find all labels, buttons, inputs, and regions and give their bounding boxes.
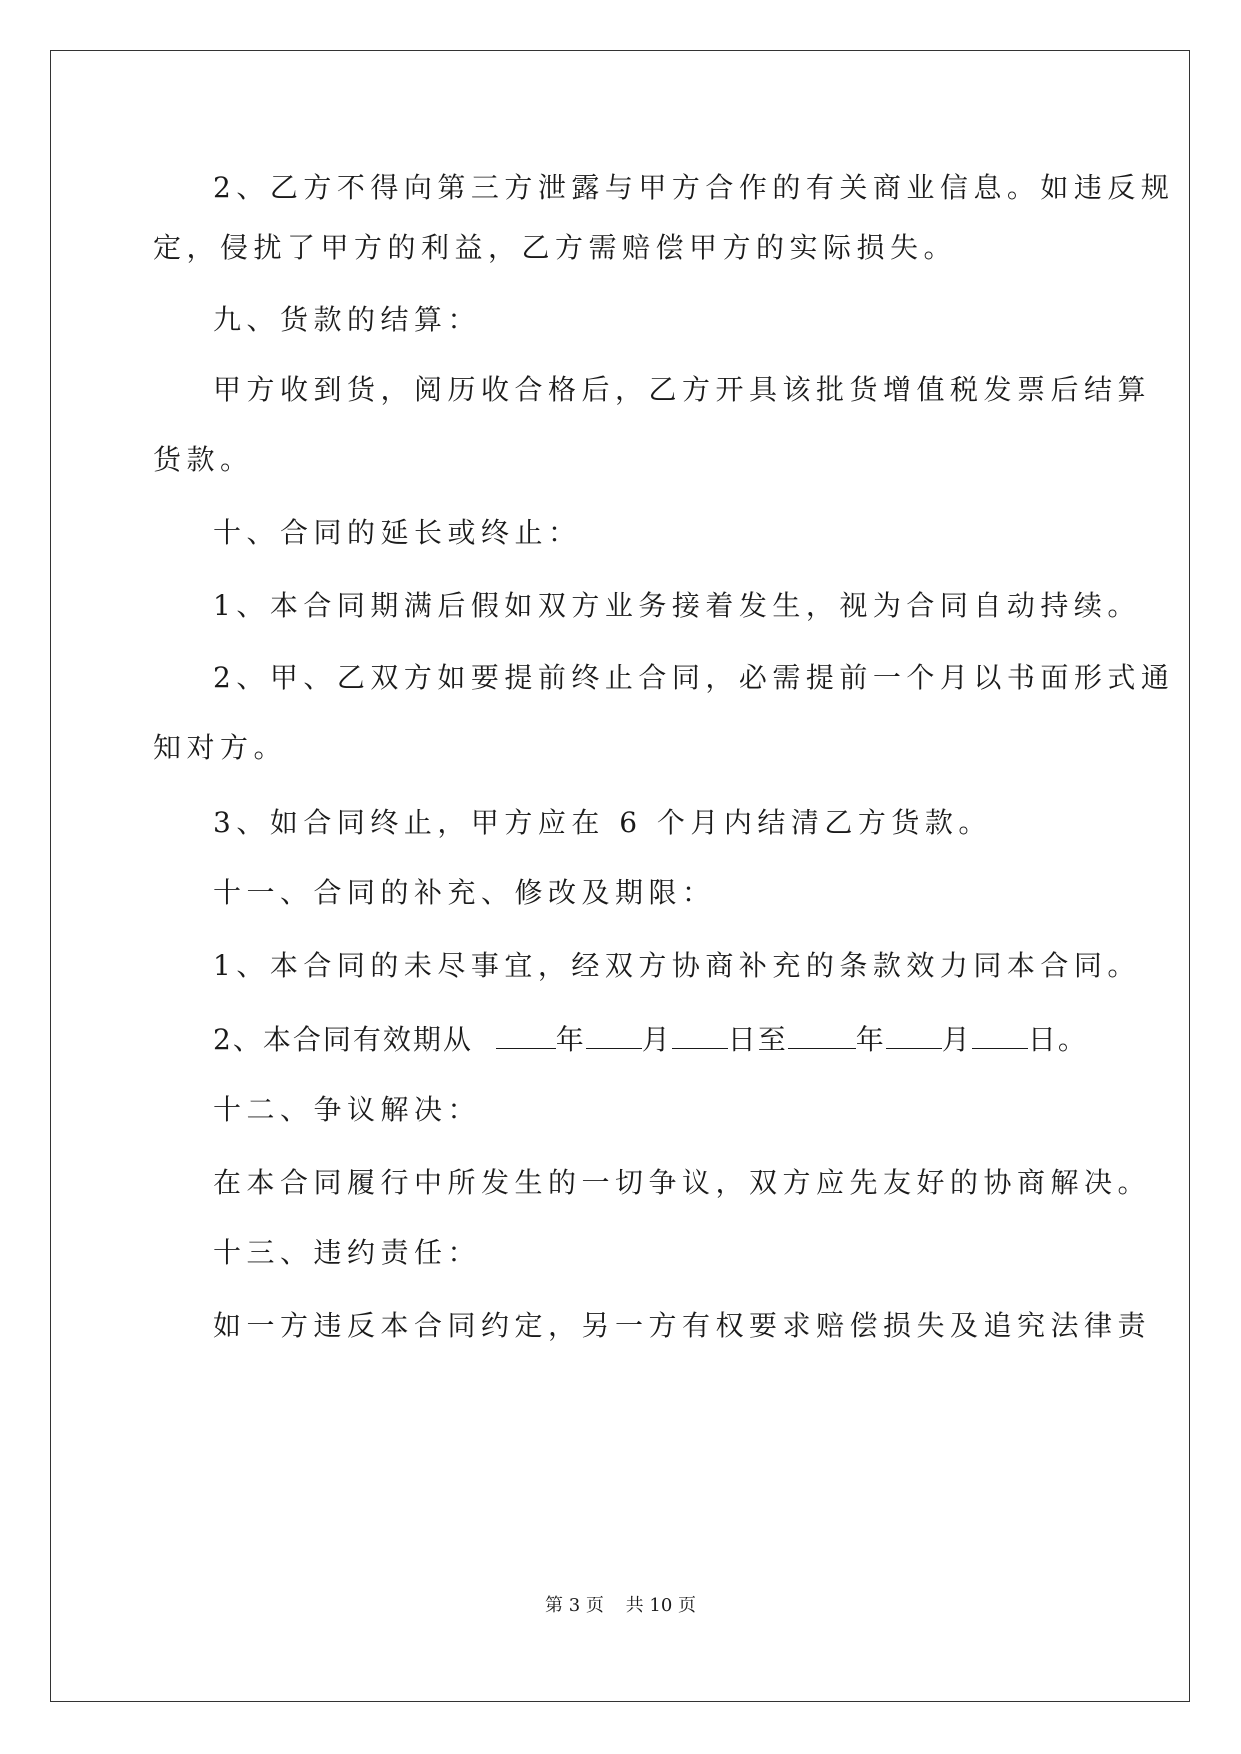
paragraph-amendment-1: 1、本合同的未尽事宜，经双方协商补充的条款效力同本合同。 xyxy=(213,949,1141,982)
blank-end-year xyxy=(788,1018,856,1049)
page-footer xyxy=(0,1594,1241,1618)
unit-month-2: 月 xyxy=(941,1023,972,1056)
section-heading-amendment: 十一、合同的补充、修改及期限： xyxy=(213,876,716,909)
unit-day-2: 日。 xyxy=(1027,1023,1088,1056)
page-number: 第 3 页 xyxy=(545,1595,604,1616)
unit-month-1: 月 xyxy=(641,1023,672,1056)
paragraph-payment: 甲方收到货，阅历收合格后，乙方开具该批货增值税发票后结算 xyxy=(213,373,1152,406)
section-heading-dispute: 十二、争议解决： xyxy=(213,1093,482,1126)
blank-start-month xyxy=(586,1018,642,1049)
paragraph-liability: 如一方违反本合同约定，另一方有权要求赔偿损失及追究法律责 xyxy=(213,1309,1152,1342)
paragraph-extension-2: 2、甲、乙双方如要提前终止合同，必需提前一个月以书面形式通 xyxy=(213,661,1175,694)
paragraph-confidentiality-cont: 定，侵扰了甲方的利益，乙方需赔偿甲方的实际损失。 xyxy=(153,231,958,264)
paragraph-validity-period xyxy=(213,1018,1088,1058)
blank-end-month xyxy=(886,1018,942,1049)
paragraph-extension-1: 1、本合同期满后假如双方业务接着发生，视为合同自动持续。 xyxy=(213,589,1141,622)
unit-day-to: 日至 xyxy=(727,1023,788,1056)
section-heading-liability: 十三、违约责任： xyxy=(213,1236,482,1269)
section-heading-extension: 十、合同的延长或终止： xyxy=(213,516,582,549)
paragraph-extension-3: 3、如合同终止，甲方应在 6 个月内结清乙方货款。 xyxy=(213,806,992,839)
section-heading-payment: 九、货款的结算： xyxy=(213,303,482,336)
unit-year-1: 年 xyxy=(555,1023,586,1056)
paragraph-payment-cont: 货款。 xyxy=(153,443,254,476)
unit-year-2: 年 xyxy=(855,1023,886,1056)
blank-start-year xyxy=(496,1018,556,1049)
paragraph-extension-2-cont: 知对方。 xyxy=(153,731,288,764)
blank-end-day xyxy=(972,1018,1028,1049)
blank-start-day xyxy=(672,1018,728,1049)
paragraph-confidentiality: 2、乙方不得向第三方泄露与甲方合作的有关商业信息。如违反规 xyxy=(213,171,1175,204)
paragraph-dispute: 在本合同履行中所发生的一切争议，双方应先友好的协商解决。 xyxy=(213,1166,1152,1199)
page-total: 共 10 页 xyxy=(625,1595,696,1616)
validity-prefix: 2、本合同有效期从 xyxy=(213,1023,473,1056)
